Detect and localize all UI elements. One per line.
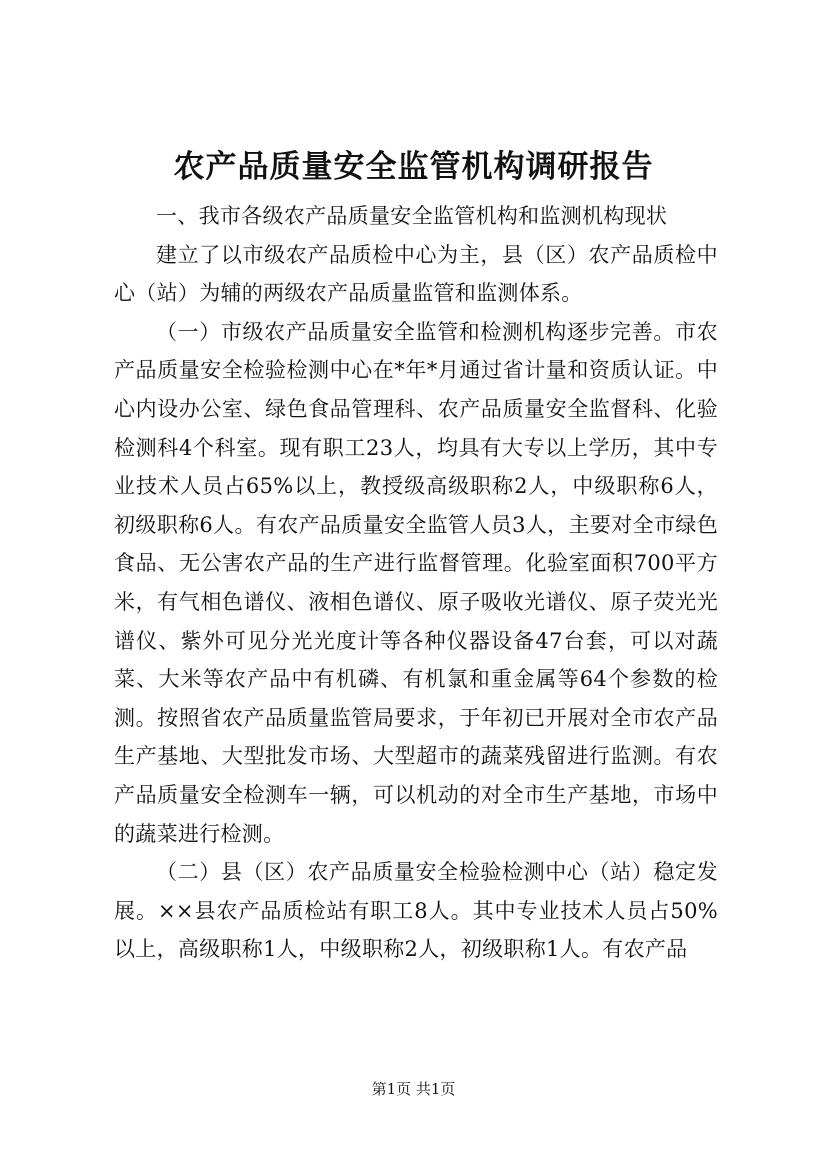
document-body (114, 197, 718, 969)
document-title: 农产品质量安全监管机构调研报告 (173, 149, 654, 185)
section-heading: 一、我市各级农产品质量安全监管机构和监测机构现状 (156, 204, 668, 228)
page-number-footer: 第1页 共1页 (371, 1080, 456, 1098)
paragraph: （一）市级农产品质量安全监管和检测机构逐步完善。市农产品质量安全检验检测中心在*年*月通过省计量和资质认证。中心内设办公室、绿色食品管理科、农产品质量安全监督科、化验检测科4个科室。现有职工23人，均具有大专以上学历，其中专业技术人员占65%以上，教授级高级职称2人，中级职称6人，初级职称6人。有农产品质量安全监管人员3人，主要对全市绿色食品、无公害农产品的生产进行监督管理。化验室面积700平方米，有气相色谱仪、液相色谱仪、原子吸收光谱仪、原子荧光光谱仪、紫外可见分光光度计等各种仪器设备47台套，可以对蔬菜、大米等农产品中有机磷、有机氯和重金属等64个参数的检测。按照省农产品质量监管局要求，于年初已开展对全市农产品生产基地、大型批发市场、大型超市的蔬菜残留进行监测。有农产品质量安全检测车一辆，可以机动的对全市生产基地，市场中的蔬菜进行检测。 (114, 319, 718, 846)
paragraph: 建立了以市级农产品质检中心为主，县（区）农产品质检中心（站）为辅的两级农产品质量监管和监测体系。 (114, 242, 718, 306)
paragraph: （二）县（区）农产品质量安全检验检测中心（站）稳定发展。××县农产品质检站有职工8人。其中专业技术人员占50%以上，高级职称1人，中级职称2人，初级职称1人。有农产品 (114, 860, 718, 962)
